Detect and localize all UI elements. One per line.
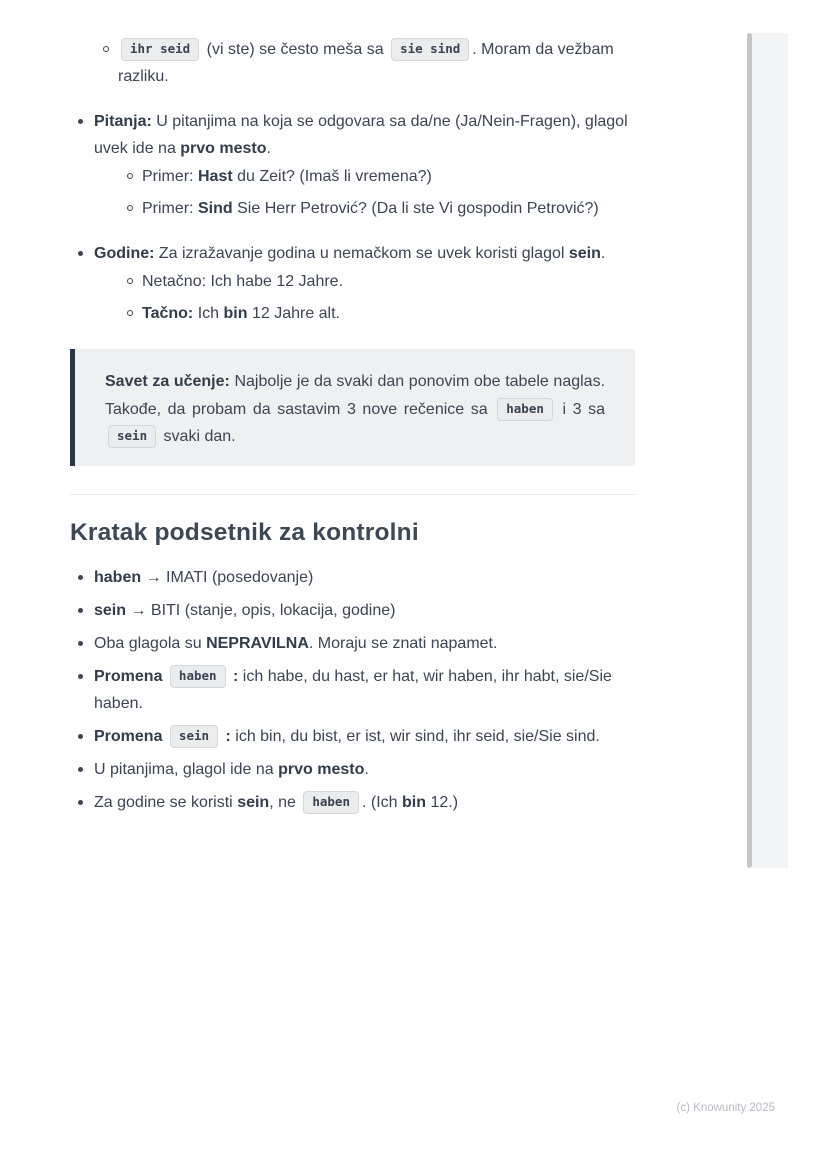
list-item [94, 36, 635, 90]
intro-sub-list [94, 36, 635, 90]
list-item-text: ihr seid (vi ste) se često meša sa sie sind . Moram da vežbam razliku. [118, 41, 614, 85]
list-item-text: sein → BITI (stanje, opis, lokacija, godine) [94, 601, 396, 619]
pitanja-examples [118, 163, 635, 222]
list-item-text: Tačno: Ich bin 12 Jahre alt. [142, 305, 340, 322]
list-item-text: Pitanja: U pitanjima na koja se odgovara sa da/ne (Ja/Nein-Fragen), glagol uvek ide na prvo mesto. [94, 113, 628, 157]
inline-code-chip: haben [303, 791, 359, 814]
list-item-text: Godine: Za izražavanje godina u nemačkom se uvek koristi glagol sein. [94, 245, 606, 262]
list-item [70, 564, 635, 591]
list-item-text: Netačno: Ich habe 12 Jahre. [142, 273, 344, 290]
section-divider [70, 494, 635, 495]
list-item-text: Primer: Sind Sie Herr Petrović? (Da li ste Vi gospodin Petrović?) [142, 200, 599, 217]
list-item-text: Promena haben : ich habe, du hast, er hat, wir haben, ihr habt, sie/Sie haben. [94, 668, 612, 712]
list-item [70, 630, 635, 657]
section-heading: Kratak podsetnik za kontrolni [70, 518, 419, 546]
inline-code-chip: ihr seid [121, 38, 199, 61]
list-item [118, 300, 635, 327]
list-item [118, 195, 635, 222]
list-item-text: Oba glagola su NEPRAVILNA. Moraju se znati napamet. [94, 634, 498, 652]
inline-code-chip: haben [497, 398, 553, 421]
godine-examples [118, 268, 635, 327]
inline-code-chip: sie sind [391, 38, 469, 61]
grammar-rules-list [70, 108, 635, 327]
summary-list [70, 564, 635, 816]
inline-code-chip: sein [108, 425, 156, 448]
list-item [118, 163, 635, 190]
scrollbar-thumb[interactable] [747, 33, 752, 868]
list-item-godine [70, 240, 635, 327]
list-item [70, 723, 635, 750]
inline-code-chip: haben [170, 665, 226, 688]
list-item-text: U pitanjima, glagol ide na prvo mesto. [94, 760, 369, 778]
callout-text: Savet za učenje: Najbolje je da svaki dan ponovim obe tabele naglas. Takođe, da probam da sastavim 3 nove rečenice sa haben i 3 sa sein svaki dan. [105, 373, 605, 445]
list-item-text: Za godine se koristi sein, ne haben . (Ich bin 12.) [94, 794, 458, 811]
list-item-text: Promena sein : ich bin, du bist, er ist, wir sind, ihr seid, sie/Sie sind. [94, 728, 600, 745]
inline-code-chip: sein [170, 725, 218, 748]
list-item-text: Primer: Hast du Zeit? (Imaš li vremena?) [142, 168, 432, 185]
study-tip-callout [70, 349, 635, 466]
copyright-notice: (c) Knowunity 2025 [676, 1102, 775, 1114]
list-item-pitanja [70, 108, 635, 222]
list-item [118, 268, 635, 295]
list-item [70, 597, 635, 624]
list-item [70, 663, 635, 717]
scrollbar-track[interactable] [752, 33, 788, 868]
list-item [70, 756, 635, 783]
list-item [70, 789, 635, 816]
list-item-text: haben → IMATI (posedovanje) [94, 568, 314, 586]
note-content [70, 36, 635, 816]
